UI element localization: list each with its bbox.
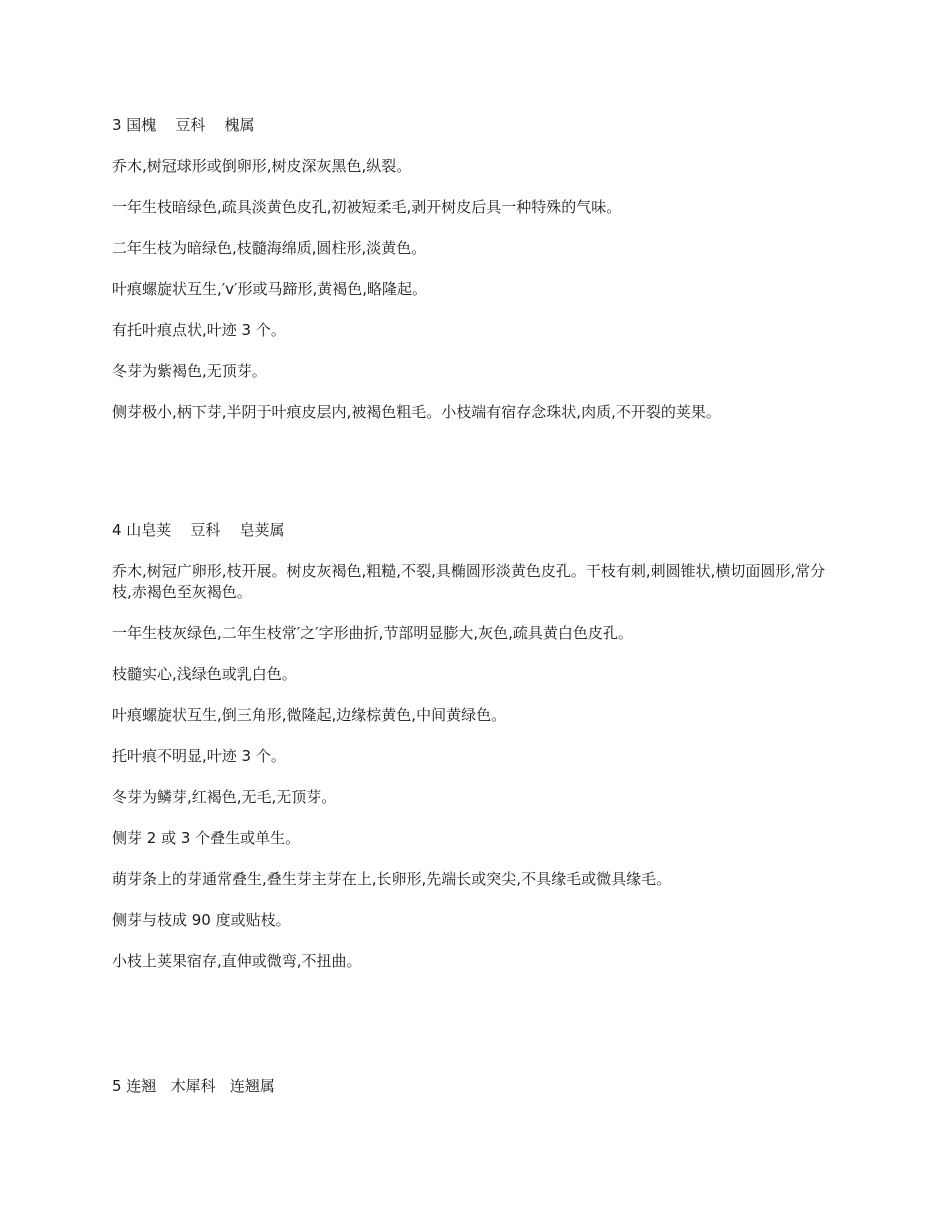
paragraph: 有托叶痕点状,叶迹 3 个。 (112, 321, 286, 339)
paragraph: 侧芽 2 或 3 个叠生或单生。 (112, 829, 301, 847)
paragraph: 二年生枝为暗绿色,枝髓海绵质,圆柱形,淡黄色。 (112, 239, 427, 257)
paragraph: 萌芽条上的芽通常叠生,叠生芽主芽在上,长卵形,先端长或突尖,不具缘毛或微具缘毛。 (112, 870, 672, 888)
paragraph: 冬芽为紫褐色,无顶芽。 (112, 362, 267, 380)
paragraph: 乔木,树冠球形或倒卵形,树皮深灰黑色,纵裂。 (112, 157, 412, 175)
section-guohuai (112, 115, 832, 443)
section-shanzaojia (112, 520, 832, 992)
paragraph: 一年生枝灰绿色,二年生枝常′之′字形曲折,节部明显膨大,灰色,疏具黄白色皮孔。 (112, 624, 633, 642)
paragraph: 冬芽为鳞芽,红褐色,无毛,无顶芽。 (112, 788, 337, 806)
section-lianqiao (112, 1076, 832, 1117)
paragraph: 枝髓实心,浅绿色或乳白色。 (112, 665, 297, 683)
paragraph: 叶痕螺旋状互生,倒三角形,微隆起,边缘棕黄色,中间黄绿色。 (112, 706, 507, 724)
paragraph: 小枝上荚果宿存,直伸或微弯,不扭曲。 (112, 952, 362, 970)
paragraph: 托叶痕不明显,叶迹 3 个。 (112, 747, 286, 765)
paragraph: 侧芽与枝成 90 度或贴枝。 (112, 911, 291, 929)
section-heading: 5 连翘 木犀科 连翘属 (112, 1077, 275, 1095)
section-heading: 3 国槐 豆科 槐属 (112, 116, 255, 134)
paragraph: 叶痕螺旋状互生,′v′形或马蹄形,黄褐色,略隆起。 (112, 280, 427, 298)
paragraph: 乔木,树冠广卵形,枝开展。树皮灰褐色,粗糙,不裂,具椭圆形淡黄色皮孔。干枝有刺,刺圆锥状,横切面圆形,常分枝,赤褐色至灰褐色。 (112, 562, 826, 601)
paragraph: 一年生枝暗绿色,疏具淡黄色皮孔,初被短柔毛,剥开树皮后具一种特殊的气味。 (112, 198, 622, 216)
section-heading: 4 山皂荚 豆科 皂荚属 (112, 521, 285, 539)
paragraph: 侧芽极小,柄下芽,半阴于叶痕皮层内,被褐色粗毛。小枝端有宿存念珠状,肉质,不开裂的荚果。 (112, 403, 721, 421)
